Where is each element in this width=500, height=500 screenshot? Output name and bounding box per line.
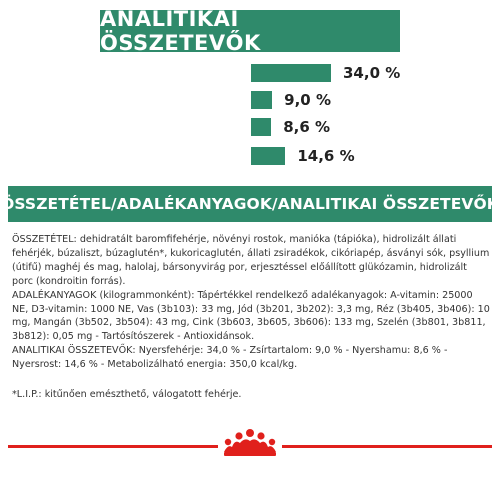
row-value: 8,6 % (283, 118, 331, 136)
analytics-title: ANALITIKAI ÖSSZETEVŐK (100, 7, 261, 55)
royal-canin-crown-icon (218, 428, 282, 460)
value-bar (251, 118, 271, 136)
additives-paragraph: ADALÉKANYAGOK (kilogrammonként): Tápértékkel rendelkező adalékanyagok: A-vitamin: 25000 NE, D3-vitamin: 1000 NE, Vas (3b103): 33 mg, Jód (3b201, 3b202): 3,3 mg, Réz (3b405, 3b406): 10 mg, Mangán (3b502, 3b504): 43 mg, Cink (3b603, 3b605, 3b606): 133 mg, Szelén (3b801, 3b811, 3b812): 0,05 mg - Tartósítószerek - Antioxidánsok. (12, 289, 490, 343)
analytics-header (100, 7, 400, 55)
value-bar (251, 64, 331, 82)
row-value: 9,0 % (284, 91, 331, 109)
footer-divider-right (282, 445, 492, 448)
value-bar (251, 91, 272, 109)
row-value: 14,6 % (297, 147, 355, 165)
row-value: 34,0 % (343, 64, 401, 82)
footer-divider-left (8, 445, 218, 448)
composition-text (12, 233, 490, 372)
composition-title: ÖSSZETÉTEL/ADALÉKANYAGOK/ANALITIKAI ÖSSZETEVŐK (1, 195, 499, 213)
footnote: *L.I.P.: kitűnően emészthető, válogatott fehérje. (12, 389, 242, 400)
analytical-paragraph: ANALITIKAI ÖSSZETEVŐK: Nyersfehérje: 34,0 % - Zsírtartalom: 9,0 % - Nyershamu: 8,6 % - Nyersrost: 14,6 % - Metabolizálható energia: 350,0 kcal/kg. (12, 345, 448, 371)
ingredients-paragraph: ÖSSZETÉTEL: dehidratált baromfifehérje, növényi rostok, manióka (tápióka), hidrolizált állati fehérjék, búzaliszt, búzaglutén*, kukoricaglutén, állati zsiradékok, cikóriapép, ásványi sók, psyllium (útifű) maghéj és mag, halolaj, bársonyvirág por, erjesztéssel előállított glükózamin, hidrolizált porc (kondroitin forrás). (12, 234, 490, 287)
value-bar (251, 147, 285, 165)
composition-header (1, 186, 499, 222)
